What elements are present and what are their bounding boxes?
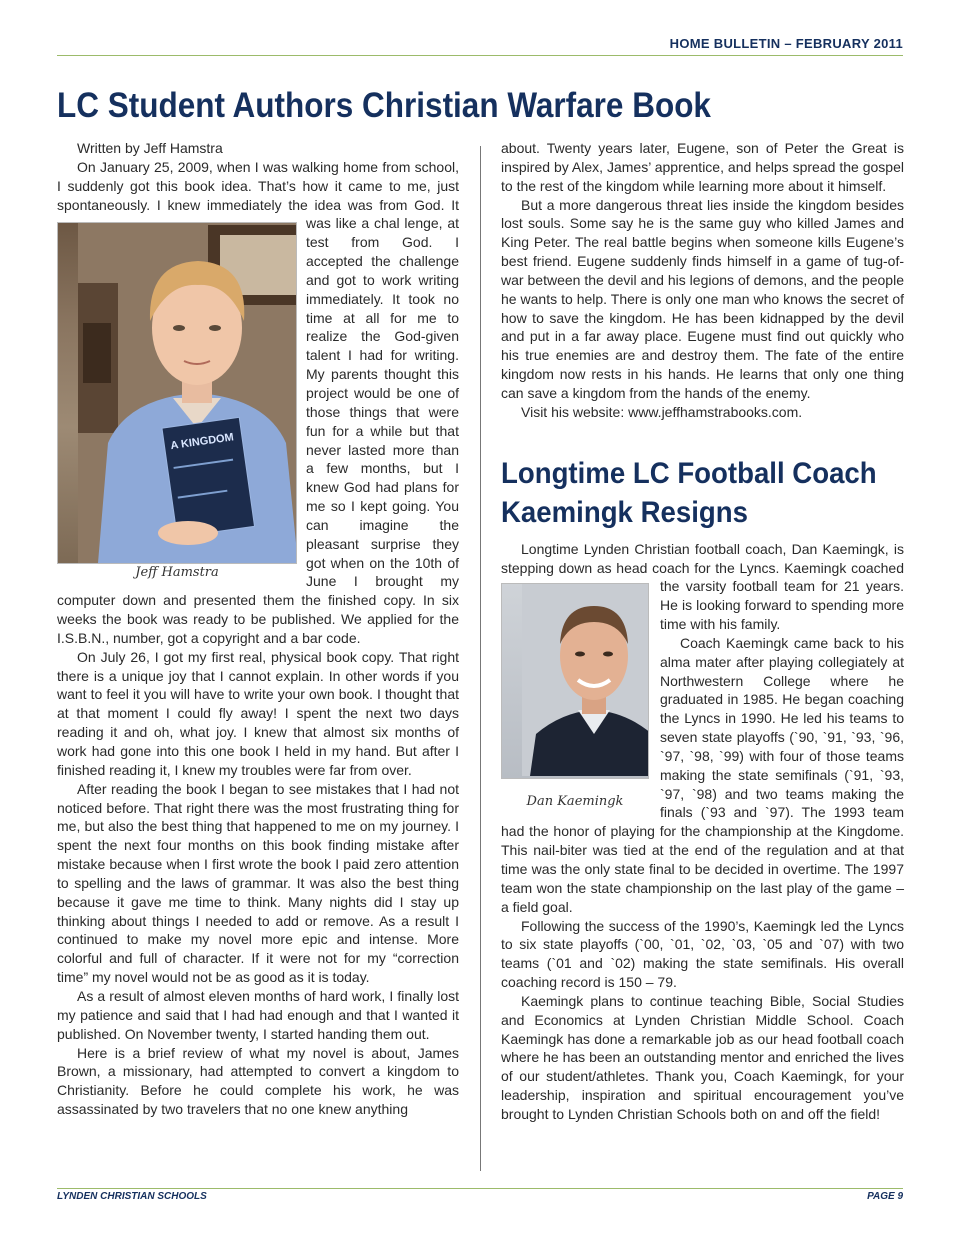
photo-dan-kaemingk [501, 583, 649, 779]
article1-paragraph: On January 25, 2009, when I was walking home from school, I suddenly got this book idea. That’s how it came to me, just spontaneously. I knew immediately the idea was from God. It was like a chal A KINGDOM Jeff Hamstra lenge, at test from God. I accepted the challenge and got to work writing immediately. It took no time at all for me to realize the God-given talent I had for writing. My parents thought this project would be one of those things that were fun for a while but that never lasted more than a few months, but I knew God had plans for me so I kept going. You can imagine the pleasant surprise they got when on the 10th of June I brought my computer down and presented them the finished copy. In six weeks the book was ready to be published. We applied for the I.S.B.N., number, got a copyright and a bar code. [57, 158, 460, 646]
footer-page-number: PAGE 9 [867, 1191, 903, 1202]
bulletin-header-title: HOME BULLETIN – FEBRUARY 2011 [669, 36, 903, 51]
article1-paragraph: As a result of almost eleven months of hard work, I finally lost my patience and said that I had had enough and that I wanted it published. On November twenty, I started handing them out. [57, 987, 459, 1042]
left-column [57, 139, 459, 1119]
article2-title [501, 454, 877, 532]
footer-rule [57, 1188, 903, 1189]
jeff-hamstra-caption: Jeff Hamstra [135, 565, 219, 581]
article2-paragraph: Kaemingk plans to continue teaching Bible, Social Studies and Economics at Lynden Christian Middle School. Coach Kaemingk has done a remarkable job as our head football coach where he has been an outstanding mentor and enriched the lives of our student/athletes. Thank you, Coach Kaemingk, for your leadership, inspiration and spiritual encouragement you’ve brought to Lynden Christian Schools both on and off the field! [501, 992, 904, 1122]
article1-paragraph: After reading the book I began to see mistakes that I had not noticed before. That right there was the most frustrating thing for me, but also the best thing that happened to me on my journey. I spent the next four months on this book finding mistake after mistake because when I first wrote the book I paid zero attention to spelling and the laws of grammar. It was also the best thing because it gave me time to think. Many nights did I stay up thinking about things I needed to add or remove. As a result I continued to make my novel more epic and intense. More colorful and full of character. If it were not for my “correction time” my novel would not be as good as it is today. [57, 780, 459, 986]
article1-paragraph: Here is a brief review of what my novel is about, James Brown, a missionary, had attempted to convert a kingdom to Christianity. Before he could complete his work, he was assassinated by two travelers that no one knew anything [57, 1044, 459, 1118]
book-cover-title: A KINGDOM [169, 431, 235, 453]
right-column [501, 139, 904, 1124]
footer-school-name: LYNDEN CHRISTIAN SCHOOLS [57, 1191, 207, 1202]
article1-paragraph-continued: about. Twenty years later, Eugene, son of Peter the Great is inspired by Alex, James’ apprentice, and helps spread the gospel to the rest of the kingdom while learning more about it himself. [501, 140, 904, 194]
article2-paragraph: Following the success of the 1990’s, Kaemingk led the Lyncs to six state playoffs (`00, `01, `02, `03, `05 and `07) with two teams (`01 and `02) making the state semifinals. His overall coaching record is 150 – 79. [501, 917, 904, 991]
article1-paragraph: But a more dangerous threat lies inside the kingdom besides lost souls. Some say he is the same guy who killed James and King Peter. The real battle begins when someone kills Eugene’s best friend. Eugene suddenly finds himself in a game of tug-of-war between the devil and his legions of demons, and the people he wants to help. There is only one man who knows the secret of how to save the kingdom. He has been kidnapped by the devil and put in a far away place. Eugene must find out quickly who his true enemies are and destroy them. The fate of the entire kingdom now rests in his hands. He learns that only one thing can save a kingdom from the hands of the enemy. [501, 196, 904, 401]
article1-title: LC Student Authors Christian Warfare Book [57, 86, 711, 125]
article1-paragraph: On July 26, I got my first real, physical book copy. That right there is a unique joy that I cannot explain. In other words if you want to feel it you will have to write your own book. I thought that at that moment I could fly away! I spent the next two days reading it and oh, what joy. I knew that almost six months of work had gone into this one book I held in my hand. But after I finished reading it, I knew my troubles were far from over. [57, 648, 459, 778]
column-divider [480, 146, 481, 1171]
header-rule [57, 55, 903, 56]
article2-title-line2: Kaemingk Resigns [501, 495, 748, 529]
photo-jeff-hamstra [57, 222, 297, 564]
article2-paragraph: Coach Kaemingk came back to his alma mater after playing collegiately at Northwestern College where he graduated in 1985. He began coaching the Lyncs in 1990. He led his teams to seven state playoffs (`90, `91, `93, `96, `97, `98, `99) with four of those teams making the state semifinals (`91, `93, `97, `98) and two teams making the finals (`93 and `97). The 1993 team had the honor of playing for the championship at the Kingdome. This nail-biter was tied at the end of the regulation and at that time was the only state final to be decided in overtime. The 1997 team won the state championship on the last play of the game – a field goal. [501, 634, 904, 915]
dan-kaemingk-photo-block [501, 583, 649, 813]
article1-website: Visit his website: www.jeffhamstrabooks.com. [521, 403, 803, 420]
article2-title-line1: Longtime LC Football Coach [501, 456, 877, 490]
dan-kaemingk-caption: Dan Kaemingk [526, 794, 624, 810]
article1-byline: Written by Jeff Hamstra [77, 140, 223, 156]
article2-paragraph: Longtime Lynden Christian football coach, Dan Kaemingk, is stepping down as head coach for the Lyncs. Kaemingk Dan Kaemingk coached the varsity football team for 21 years. He is looking forward to spending more time with his family. [501, 540, 904, 634]
jeff-hamstra-photo-block [57, 222, 297, 584]
